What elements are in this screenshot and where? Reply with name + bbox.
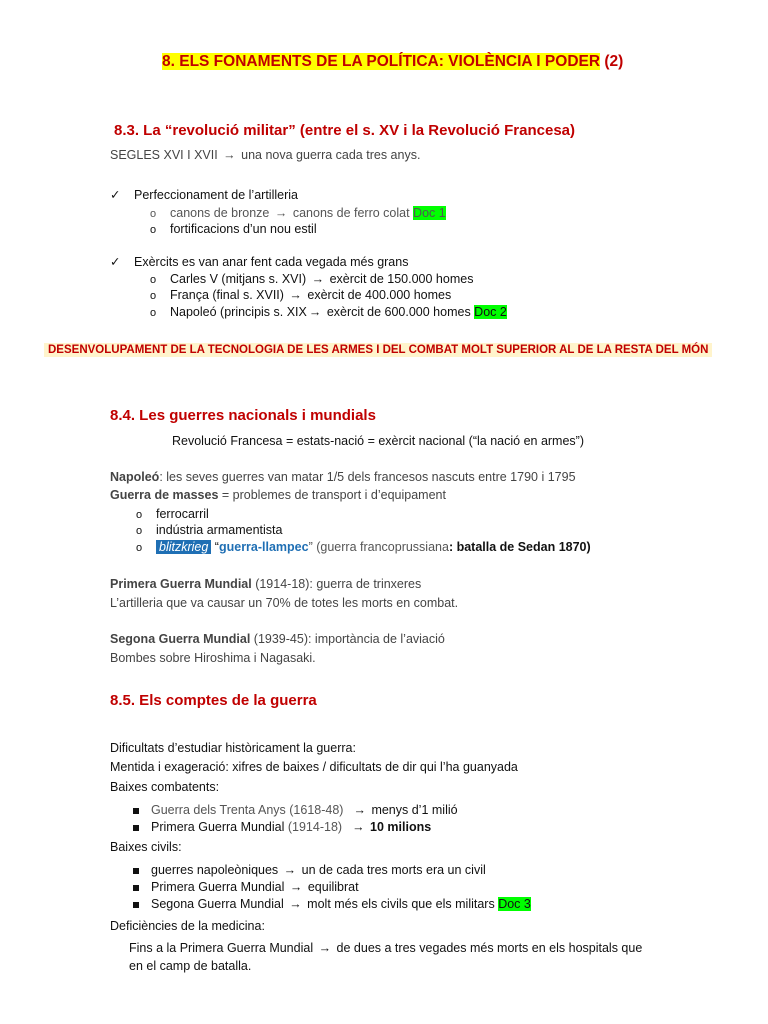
s83-point-1 bbox=[110, 187, 298, 202]
s85-bc2b: 10 milions bbox=[366, 820, 432, 834]
doc2-badge: Doc 2 bbox=[474, 305, 507, 319]
s85-bv2b: equilibrat bbox=[304, 880, 359, 894]
checkmark-icon: ✓ bbox=[110, 188, 121, 202]
s84-list-item bbox=[136, 540, 591, 554]
s85-bc2a: Primera Guerra Mundial bbox=[151, 820, 288, 834]
s84-sgm-bold: Segona Guerra Mundial bbox=[110, 632, 251, 646]
s84-gm-bold: Guerra de masses bbox=[110, 488, 219, 502]
s85-list-item bbox=[133, 803, 458, 817]
guerra-llampec-term: guerra-llampec bbox=[218, 540, 309, 554]
s85-list-item bbox=[133, 880, 359, 894]
circle-bullet-icon: o bbox=[150, 290, 157, 302]
checkmark-icon: ✓ bbox=[110, 255, 121, 269]
section-8-4-heading: 8.4. Les guerres nacionals i mundials bbox=[110, 407, 376, 424]
circle-bullet-icon: o bbox=[150, 224, 157, 236]
arrow-icon: → bbox=[311, 272, 325, 286]
s83-p2c1: Napoleó (principis s. XIX bbox=[170, 305, 307, 319]
s84-bk-end: : batalla de Sedan 1870) bbox=[448, 540, 591, 554]
s85-bc2y: (1914-18) bbox=[287, 820, 343, 834]
s85-bv1b: un de cada tres morts era un civil bbox=[298, 863, 486, 877]
arrow-icon: → bbox=[308, 305, 322, 319]
s84-pgm-line2: L’artilleria que va causar un 70% de totes les morts en combat. bbox=[110, 596, 459, 610]
s84-sgm bbox=[110, 632, 445, 646]
technology-banner: DESENVOLUPAMENT DE LA TECNOLOGIA DE LES ARMES I DEL COMBAT MOLT SUPERIOR AL DE LA RESTA DEL MÓN bbox=[44, 343, 712, 357]
square-bullet-icon bbox=[133, 885, 139, 891]
s85-baixes-combatents: Baixes combatents: bbox=[110, 780, 220, 794]
arrow-icon: → bbox=[353, 803, 366, 817]
circle-bullet-icon: o bbox=[136, 509, 143, 521]
s83-p1a-text: canons de bronze bbox=[170, 206, 273, 220]
s85-deficiencies: Deficiències de la medicina: bbox=[110, 919, 265, 933]
s84-center-line: Revolució Francesa = estats-nació = exèrcit nacional (“la nació en armes”) bbox=[172, 434, 584, 448]
s85-bv1a: guerres napoleòniques bbox=[151, 863, 282, 877]
s84-li2: indústria armamentista bbox=[156, 523, 283, 537]
s83-p2a2: exèrcit de 150.000 homes bbox=[326, 272, 474, 286]
s85-bv3b: molt més els civils que els militars bbox=[303, 897, 499, 911]
s83-p2b1: França (final s. XVII) bbox=[170, 288, 288, 302]
s84-bk-q1: “ bbox=[211, 540, 219, 554]
s83-p2a1: Carles V (mitjans s. XVI) bbox=[170, 272, 310, 286]
arrow-icon: → bbox=[283, 863, 297, 877]
s84-list-item bbox=[136, 507, 209, 521]
s85-list-item bbox=[133, 863, 486, 877]
s85-dm1a: Fins a la Primera Guerra Mundial bbox=[129, 941, 317, 955]
square-bullet-icon bbox=[133, 868, 139, 874]
s84-gm-text: = problemes de transport i d’equipament bbox=[218, 488, 446, 502]
s83-point-1c bbox=[150, 222, 317, 236]
arrow-icon: → bbox=[352, 820, 365, 834]
arrow-icon: → bbox=[274, 206, 288, 220]
s83-intro-b: una nova guerra cada tres anys. bbox=[237, 148, 421, 162]
s84-bk-q2: ” (guerra francoprussiana bbox=[308, 540, 449, 554]
s83-point-2c bbox=[150, 305, 507, 319]
s83-p2c2: exèrcit de 600.000 homes bbox=[323, 305, 475, 319]
s83-p1b-text: canons de ferro colat bbox=[289, 206, 414, 220]
s85-bc1b: menys d’1 milió bbox=[367, 803, 458, 817]
page-title-main: 8. ELS FONAMENTS DE LA POLÍTICA: VIOLÈNCIA I PODER bbox=[162, 53, 601, 70]
s83-point-2b bbox=[150, 288, 451, 302]
s83-p1c-text: fortificacions d’un nou estil bbox=[170, 222, 317, 236]
circle-bullet-icon: o bbox=[150, 274, 157, 286]
blitzkrieg-term: blitzkrieg bbox=[156, 540, 211, 554]
arrow-icon: → bbox=[289, 880, 303, 894]
s84-napoleo-bold: Napoleó bbox=[110, 470, 160, 484]
circle-bullet-icon: o bbox=[150, 208, 157, 220]
arrow-icon: → bbox=[289, 897, 302, 911]
s84-guerra-masses bbox=[110, 488, 446, 502]
doc1-badge: Doc 1 bbox=[413, 206, 446, 220]
s84-pgm bbox=[110, 577, 421, 591]
s85-dm-line-2: en el camp de batalla. bbox=[129, 959, 252, 973]
square-bullet-icon bbox=[133, 902, 139, 908]
s83-intro bbox=[110, 148, 420, 162]
s85-bc1a: Guerra dels Trenta Anys (1618-48) bbox=[151, 803, 344, 817]
s85-list-item bbox=[133, 820, 431, 834]
s84-sgm-text: (1939-45): importància de l’aviació bbox=[250, 632, 445, 646]
s84-li1: ferrocarril bbox=[156, 507, 209, 521]
arrow-icon: → bbox=[318, 941, 332, 955]
s84-napoleo-text: : les seves guerres van matar 1/5 dels francesos nascuts entre 1790 i 1795 bbox=[159, 470, 576, 484]
s84-list-item bbox=[136, 523, 282, 537]
s85-baixes-civils: Baixes civils: bbox=[110, 840, 182, 854]
circle-bullet-icon: o bbox=[150, 307, 157, 319]
s83-point-2a bbox=[150, 272, 473, 286]
circle-bullet-icon: o bbox=[136, 525, 143, 537]
arrow-icon: → bbox=[289, 288, 302, 302]
square-bullet-icon bbox=[133, 808, 139, 814]
s83-point-2 bbox=[110, 254, 408, 269]
s84-pgm-text: (1914-18): guerra de trinxeres bbox=[251, 577, 422, 591]
s85-list-item bbox=[133, 897, 531, 911]
s84-napoleo bbox=[110, 470, 576, 484]
s85-dm1b: de dues a tres vegades més morts en els hospitals que bbox=[333, 941, 643, 955]
s85-dm-line-1 bbox=[129, 941, 642, 955]
doc3-badge: Doc 3 bbox=[498, 897, 531, 911]
s83-point-1-text: Perfeccionament de l’artilleria bbox=[134, 188, 298, 202]
s85-line-2: Mentida i exageració: xifres de baixes / dificultats de dir qui l’ha guanyada bbox=[110, 760, 518, 774]
s84-sgm-line2: Bombes sobre Hiroshima i Nagasaki. bbox=[110, 651, 316, 665]
page-title bbox=[162, 53, 623, 71]
section-8-3-heading: 8.3. La “revolució militar” (entre el s. XV i la Revolució Francesa) bbox=[114, 122, 576, 139]
s83-point-1a bbox=[150, 206, 446, 220]
square-bullet-icon bbox=[133, 825, 139, 831]
page-title-suffix: (2) bbox=[600, 53, 624, 70]
s85-bv3a: Segona Guerra Mundial bbox=[151, 897, 288, 911]
arrow-icon: → bbox=[223, 148, 236, 162]
section-8-5-heading: 8.5. Els comptes de la guerra bbox=[110, 692, 317, 709]
s83-intro-a: SEGLES XVI I XVII bbox=[110, 148, 222, 162]
s85-bv2a: Primera Guerra Mundial bbox=[151, 880, 288, 894]
s83-point-2-text: Exèrcits es van anar fent cada vegada més grans bbox=[134, 255, 409, 269]
s84-pgm-bold: Primera Guerra Mundial bbox=[110, 577, 252, 591]
circle-bullet-icon: o bbox=[136, 542, 143, 554]
s85-line-1: Dificultats d’estudiar històricament la guerra: bbox=[110, 741, 356, 755]
s83-p2b2: exèrcit de 400.000 homes bbox=[303, 288, 452, 302]
